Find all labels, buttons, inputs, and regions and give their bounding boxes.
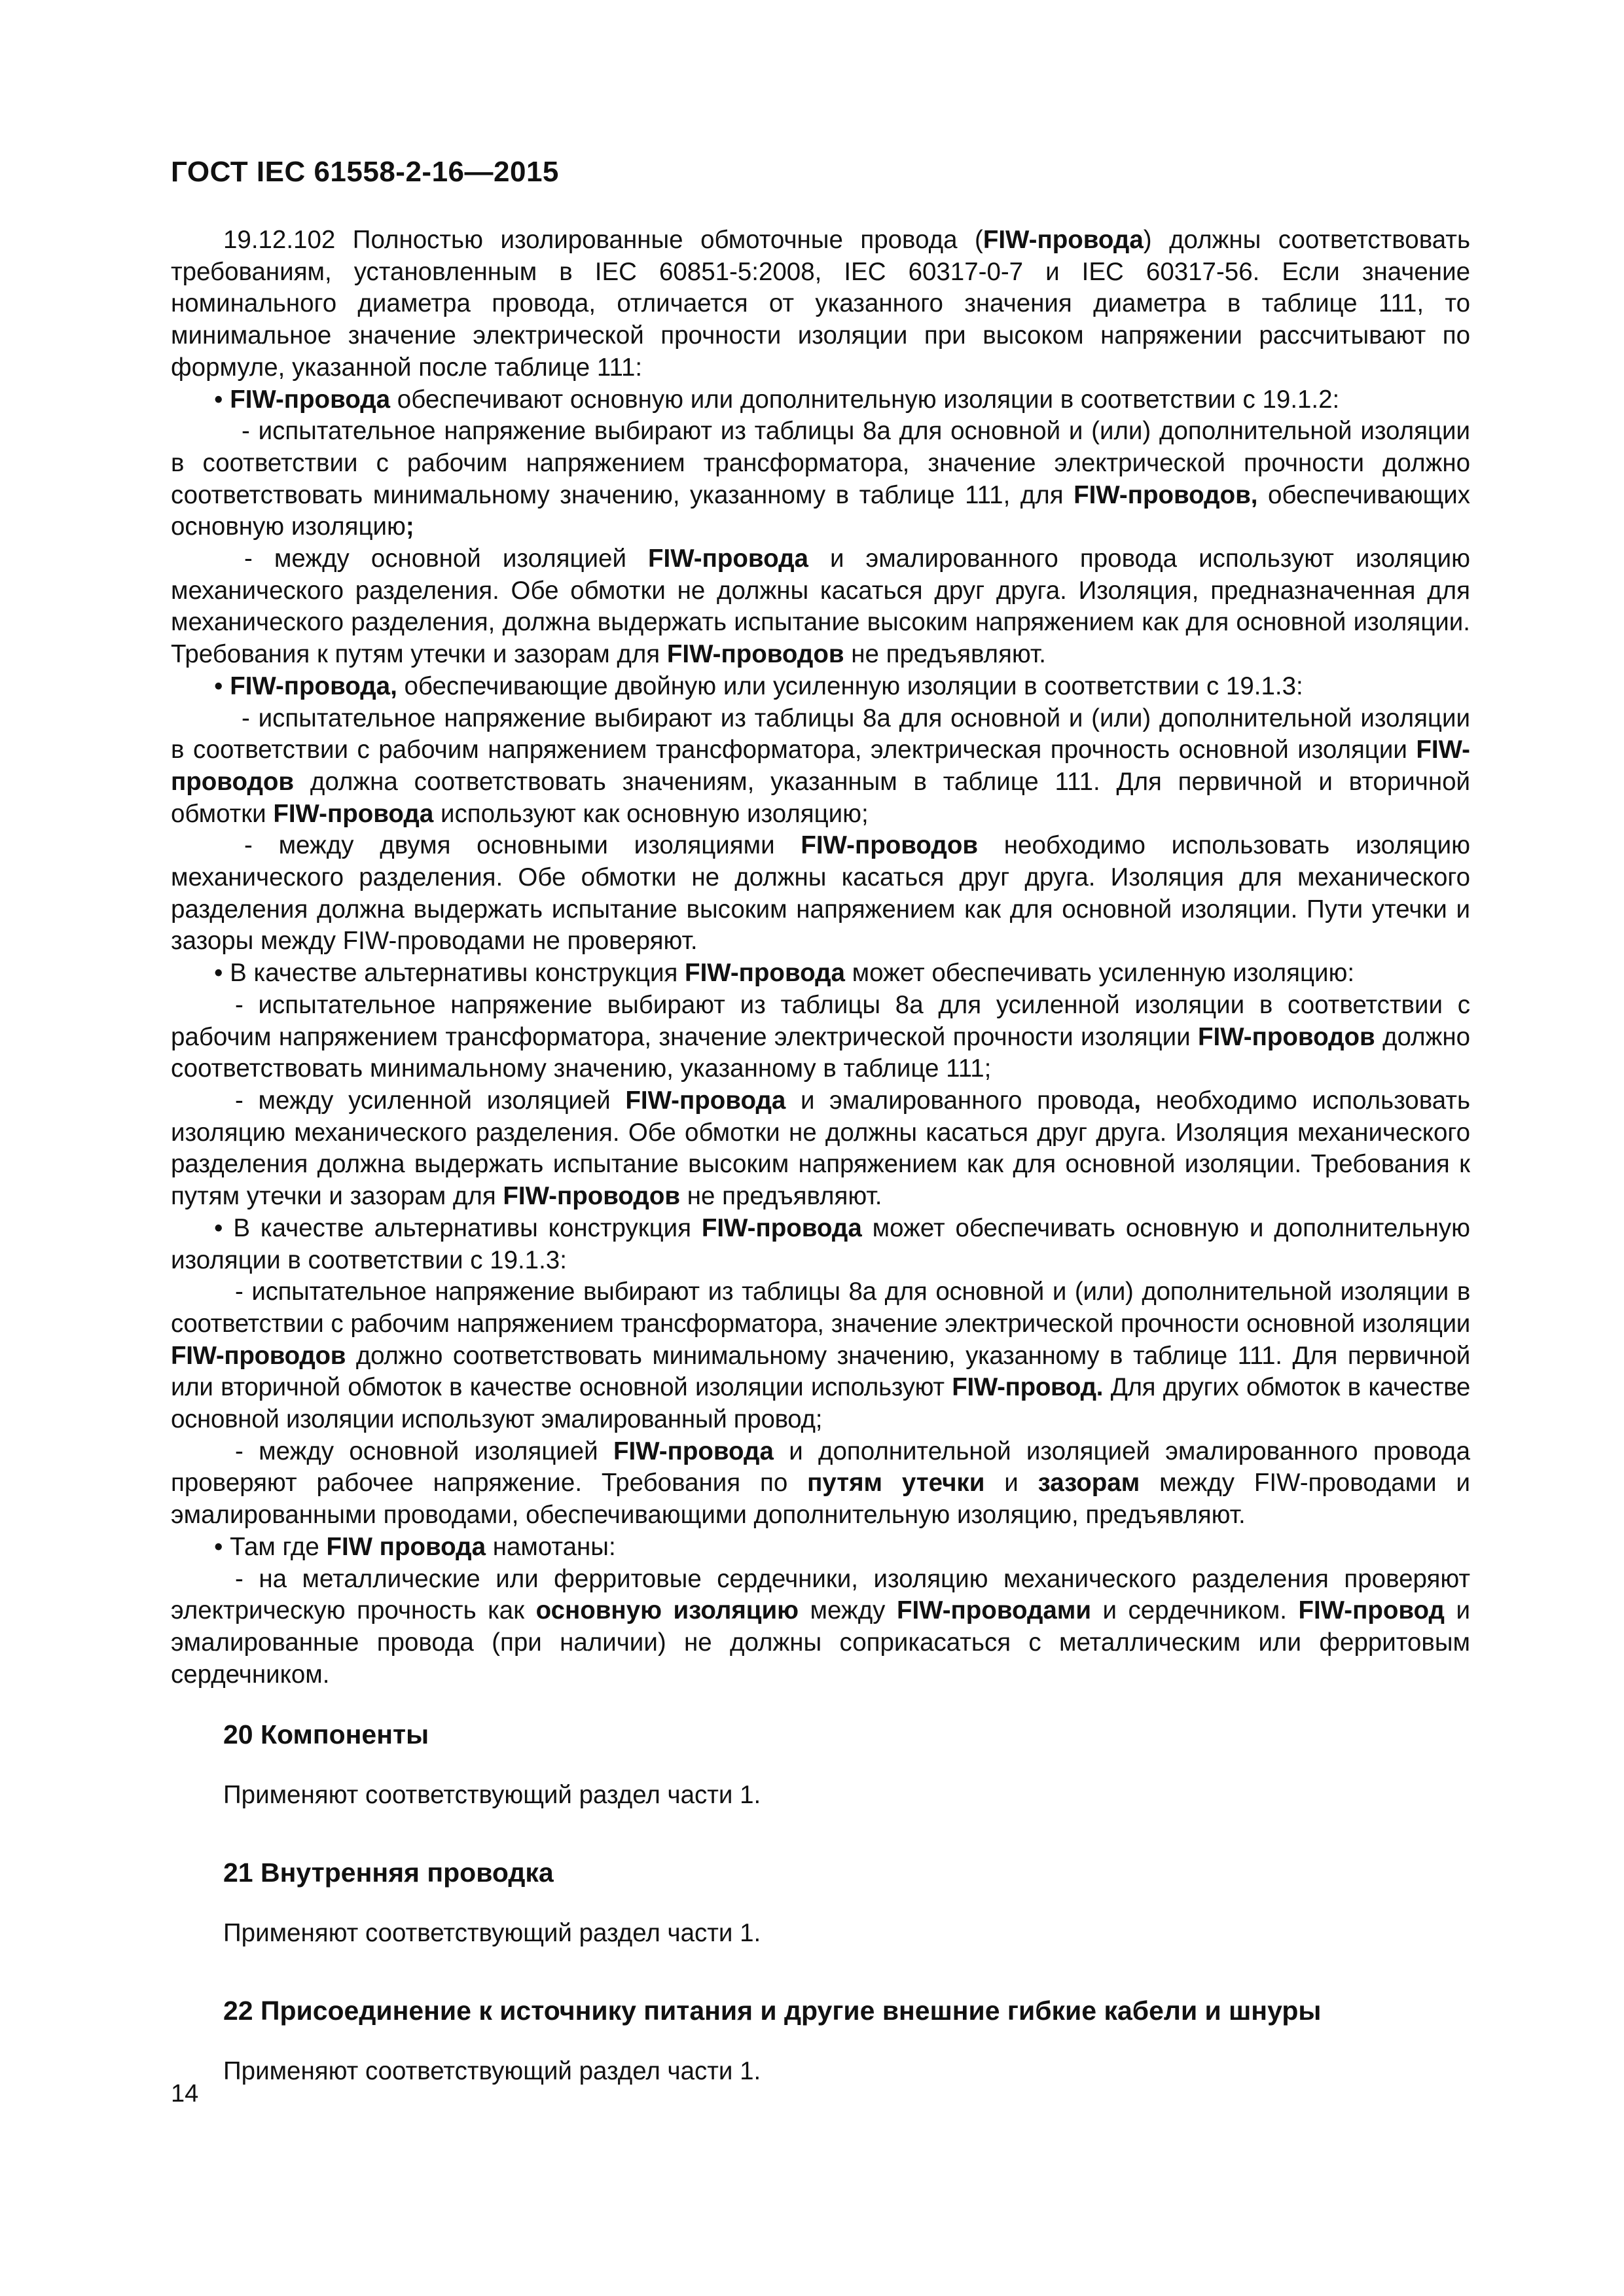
- bold-run: FIW-провода: [648, 545, 808, 573]
- document-header: ГОСТ IEC 61558-2-16—2015: [171, 156, 559, 188]
- dash-item: [171, 1276, 1470, 1436]
- bold-run: FIW-провода: [625, 1086, 786, 1115]
- bold-run: FIW-проводов: [1198, 1022, 1375, 1051]
- bold-run: ;: [405, 512, 414, 541]
- bullet-item: [171, 958, 1470, 990]
- text-run: - между усиленной изоляцией: [235, 1086, 626, 1115]
- text-run: • В качестве альтернативы конструкция: [214, 1213, 702, 1242]
- dash-item: [171, 830, 1470, 958]
- bold-run: FIW-провода: [613, 1437, 774, 1465]
- bold-run: зазорам: [1038, 1469, 1140, 1498]
- text-run: должно соответствовать минимальному значению, указанному в таблице 111. Для первичной или вторичной обмоток в качестве основной изоляции используют: [171, 1341, 1470, 1402]
- text-run: • Там где: [214, 1532, 327, 1561]
- bold-run: FIW-проводов: [171, 736, 1470, 796]
- bold-run: FIW-проводов: [171, 1341, 346, 1370]
- text-run: не предъявляют.: [680, 1182, 882, 1211]
- clause-19-12-102: [171, 224, 1470, 384]
- text-run: и сердечником.: [1091, 1596, 1299, 1625]
- dash-item: [171, 1085, 1470, 1213]
- text-run: и: [984, 1469, 1038, 1498]
- section-heading-22: 22 Присоединение к источнику питания и другие внешние гибкие кабели и шнуры: [223, 1995, 1322, 2026]
- bullet-item: [171, 1532, 1470, 1564]
- bold-run: FIW-провода: [685, 959, 845, 988]
- text-run: - между двумя основными изоляциями: [244, 831, 801, 860]
- text-run: - испытательное напряжение выбирают из таблицы 8а для усиленной изоляции в соответствии с рабочим напряжением трансформатора, значение электрической прочности изоляции: [171, 990, 1470, 1051]
- text-run: и эмалированные провода (при наличии) не должны соприкасаться с металлическим или ферритовым сердечником.: [171, 1596, 1470, 1689]
- bold-run: FIW-проводов: [801, 831, 979, 860]
- bold-run: FIW провода: [326, 1532, 486, 1561]
- document-body: [171, 224, 1470, 2087]
- text-run: необходимо использовать изоляцию механического разделения. Обе обмотки не должны касаться друг друга. Изоляция механического разделения должна выдержать испытание высоким напряжением как для основной изоляции. Требования к путям утечки и зазорам для: [171, 1086, 1471, 1211]
- text-run: намотаны:: [486, 1532, 616, 1561]
- text-run: 19.12.102 Полностью изолированные обмоточные провода (: [223, 226, 983, 254]
- section-text-20: Применяют соответствующий раздел части 1.: [223, 1781, 761, 1810]
- text-run: используют как основную изоляцию;: [433, 799, 869, 828]
- dash-item: [171, 1436, 1470, 1532]
- dash-item: [171, 543, 1470, 671]
- text-run: обеспечивающие двойную или усиленную изоляции в соответствии с 19.1.3:: [397, 672, 1303, 700]
- bold-run: FIW-провод: [1298, 1596, 1445, 1625]
- text-run: должна соответствовать значениям, указанным в таблице 111. Для первичной и вторичной обмотки: [171, 767, 1470, 828]
- bold-run: ,: [1134, 1086, 1141, 1115]
- page-number: 14: [171, 2080, 199, 2108]
- bullet-mark: •: [214, 385, 230, 414]
- bullet-item: [171, 384, 1470, 416]
- bold-run: FIW-провода: [983, 226, 1144, 254]
- bold-run: FIW-проводов: [666, 640, 844, 669]
- bold-run: FIW-проводов: [503, 1182, 681, 1211]
- text-run: не предъявляют.: [844, 640, 1046, 669]
- bold-run: FIW-провода: [230, 385, 391, 414]
- section-text-21: Применяют соответствующий раздел части 1.: [223, 1919, 761, 1948]
- section-heading-20: 20 Компоненты: [223, 1719, 429, 1750]
- text-run: - между основной изоляцией: [244, 545, 649, 573]
- section-text-22: Применяют соответствующий раздел части 1.: [223, 2056, 761, 2085]
- dash-item: [171, 703, 1470, 831]
- text-run: может обеспечивать усиленную изоляцию:: [844, 959, 1355, 988]
- bullet-mark: •: [214, 672, 230, 700]
- dash-item: [171, 990, 1470, 1085]
- bold-run: основную изоляцию: [535, 1596, 799, 1625]
- text-run: необходимо использовать изоляцию механического разделения. Обе обмотки не должны касаться друг друга. Изоляция для механического разделения должна выдержать испытание высоким напряжением как для основной изоляции. Пути утечки и зазоры между FIW-проводами не проверяют.: [171, 831, 1470, 956]
- text-run: • В качестве альтернативы конструкция: [214, 959, 685, 988]
- text-run: ) должны соответствовать требованиям, установленным в IEC 60851-5:2008, IEC 60317-0-7 и IEC 60317-56. Если значение номинального диаметра провода, отличается от указанного значения диаметра в таблице 111, то минимальное значение электрической прочности изоляции при высоком напряжении рассчитывают по формуле, указанной после таблице 111:: [171, 226, 1470, 382]
- text-run: может обеспечивать основную и дополнительную изоляции в соответствии с 19.1.3:: [171, 1213, 1470, 1274]
- text-run: Для других обмоток в качестве основной изоляции используют эмалированный провод;: [171, 1373, 1470, 1434]
- text-run: и эмалированного провода: [785, 1086, 1134, 1115]
- text-run: обеспечивают основную или дополнительную изоляции в соответствии с 19.1.2:: [390, 385, 1340, 414]
- text-run: и эмалированного провода используют изоляцию механического разделения. Обе обмотки не должны касаться друг друга. Изоляция, предназначенная для механического разделения, должна выдержать испытание высоким напряжением как для основной изоляции. Требования к путям утечки и зазорам для: [171, 545, 1471, 669]
- bold-run: FIW-проводами: [896, 1596, 1091, 1625]
- bold-run: FIW-проводов,: [1074, 480, 1258, 509]
- bullet-item: [171, 671, 1470, 703]
- bullet-item: [171, 1213, 1470, 1276]
- text-run: должно соответствовать минимальному значению, указанному в таблице 111;: [171, 1022, 1470, 1083]
- text-run: - между основной изоляцией: [235, 1437, 613, 1465]
- bold-run: FIW-провода: [701, 1213, 862, 1242]
- text-run: обеспечивающих основную изоляцию: [171, 480, 1470, 541]
- bold-run: FIW-провода: [273, 799, 434, 828]
- text-run: - испытательное напряжение выбирают из таблицы 8а для основной и (или) дополнительной изоляции в соответствии с рабочим напряжением трансформатора, электрическая прочность основной изоляции: [171, 704, 1470, 764]
- bold-run: путям утечки: [807, 1469, 985, 1498]
- text-run: - испытательное напряжение выбирают из таблицы 8а для основной и (или) дополнительной изоляции в соответствии с рабочим напряжением трансформатора, значение электрической прочности основной изоляции: [171, 1278, 1470, 1338]
- text-run: между FIW-проводами и эмалированными проводами, обеспечивающими дополнительную изоляцию, предъявляют.: [171, 1469, 1470, 1530]
- text-run: и дополнительной изоляцией эмалированного провода проверяют рабочее напряжение. Требования по: [171, 1437, 1470, 1498]
- text-run: между: [799, 1596, 897, 1625]
- text-run: - на металлические или ферритовые сердечники, изоляцию механического разделения проверяют электрическую прочность как: [171, 1564, 1470, 1625]
- dash-item: [171, 1564, 1470, 1691]
- bold-run: FIW-провод.: [952, 1373, 1104, 1402]
- text-run: - испытательное напряжение выбирают из таблицы 8а для основной и (или) дополнительной изоляции в соответствии с рабочим напряжением трансформатора, значение электрической прочности должно соответствовать минимальному значению, указанному в таблице 111, для: [171, 417, 1470, 509]
- bold-run: FIW-провода,: [230, 672, 397, 700]
- section-heading-21: 21 Внутренняя проводка: [223, 1857, 554, 1888]
- dash-item: [171, 416, 1470, 543]
